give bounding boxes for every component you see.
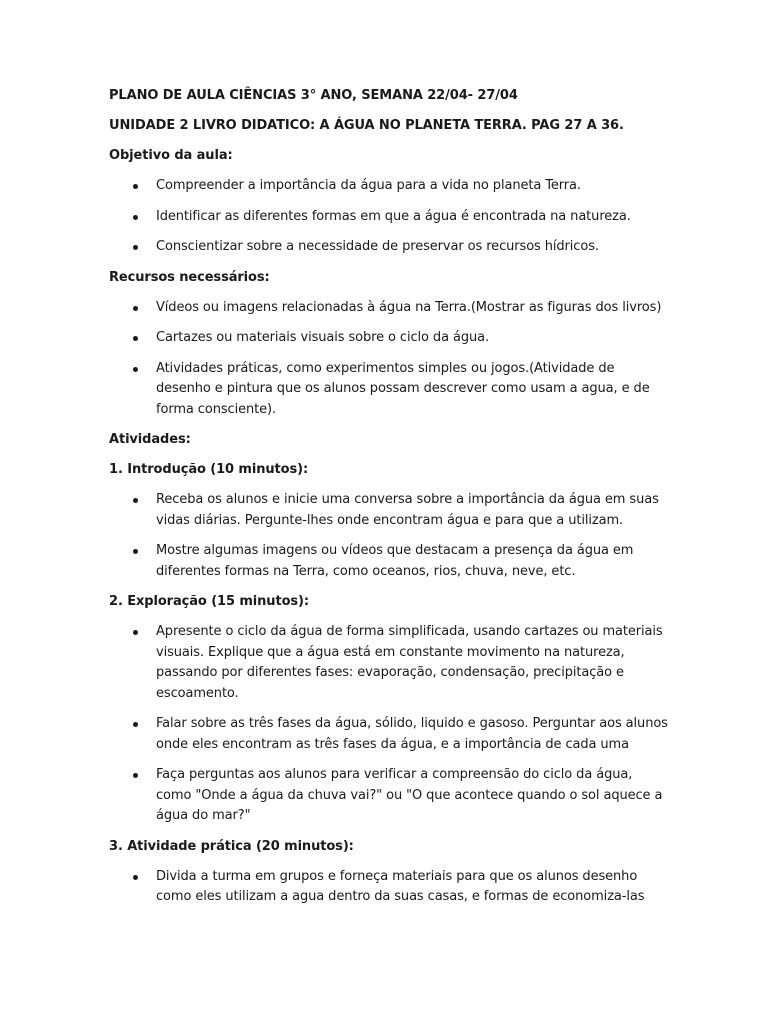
list-item (109, 490, 669, 531)
list-item (109, 359, 669, 421)
bullet-icon (133, 245, 138, 250)
document-page (109, 86, 669, 918)
list-item-text: Apresente o ciclo da água de forma simplificada, usando cartazes ou materiais visuais. Explique que a água está em constante movimento na natureza, passando por diferentes fases: evaporação, condensação, precipitação e escoamento. (156, 624, 663, 701)
list-item-text: Cartazes ou materiais visuais sobre o ciclo da água. (156, 330, 490, 345)
objectives-heading: Objetivo da aula: (109, 148, 233, 163)
bullet-icon (133, 306, 138, 311)
resources-list (109, 298, 669, 421)
list-item (109, 622, 669, 704)
practical-heading: 3. Atividade prática (20 minutos): (109, 838, 354, 854)
bullet-icon (133, 367, 138, 372)
list-item (109, 867, 669, 908)
bullet-icon (133, 184, 138, 189)
list-item (109, 176, 669, 197)
list-item-text: Faça perguntas aos alunos para verificar a compreensão do ciclo da água, como "Onde a água da chuva vai?" ou "O que acontece quando o sol aquece a água do mar?" (156, 767, 663, 823)
list-item (109, 765, 669, 827)
introduction-list (109, 490, 669, 582)
lesson-plan-title: PLANO DE AULA CIÊNCIAS 3° ANO, SEMANA 22/04- 27/04 (109, 88, 518, 103)
list-item (109, 237, 669, 258)
list-item (109, 207, 669, 228)
bullet-icon (133, 498, 138, 503)
bullet-icon (133, 875, 138, 880)
bullet-icon (133, 336, 138, 341)
bullet-icon (133, 722, 138, 727)
bullet-icon (133, 215, 138, 220)
list-item-text: Atividades práticas, como experimentos simples ou jogos.(Atividade de desenho e pintura que os alunos possam descrever como usam a agua, e de forma consciente). (156, 360, 650, 417)
list-item-text: Vídeos ou imagens relacionadas à água na Terra.(Mostrar as figuras dos livros) (156, 299, 662, 315)
exploration-heading: 2. Exploração (15 minutos): (109, 594, 309, 609)
list-item (109, 298, 669, 319)
bullet-icon (133, 773, 138, 778)
list-item-text: Divida a turma em grupos e forneça materiais para que os alunos desenho como eles utilizam a agua dentro da suas casas, e formas de economiza-las (156, 868, 645, 904)
activities-heading: Atividades: (109, 432, 191, 447)
objectives-list (109, 176, 669, 258)
list-item-text: Falar sobre as três fases da água, sólido, liquido e gasoso. Perguntar aos alunos onde eles encontram as três fases da água, e a importância de cada uma (156, 716, 668, 752)
resources-heading: Recursos necessários: (109, 269, 270, 285)
practical-list (109, 867, 669, 908)
introduction-heading: 1. Introdução (10 minutos): (109, 462, 309, 477)
bullet-icon (133, 630, 138, 635)
exploration-list (109, 622, 669, 827)
list-item-text: Compreender a importância da água para a vida no planeta Terra. (156, 178, 581, 193)
list-item (109, 328, 669, 349)
unit-title: UNIDADE 2 LIVRO DIDATICO: A ÁGUA NO PLANETA TERRA. PAG 27 A 36. (109, 118, 624, 133)
list-item-text: Identificar as diferentes formas em que a água é encontrada na natureza. (156, 208, 631, 224)
list-item-text: Receba os alunos e inicie uma conversa sobre a importância da água em suas vidas diárias. Pergunte-lhes onde encontram água e para que a utilizam. (156, 492, 659, 528)
list-item-text: Conscientizar sobre a necessidade de preservar os recursos hídricos. (156, 239, 599, 254)
list-item-text: Mostre algumas imagens ou vídeos que destacam a presença da água em diferentes formas na Terra, como oceanos, rios, chuva, neve, etc. (156, 543, 634, 579)
bullet-icon (133, 549, 138, 554)
list-item (109, 541, 669, 582)
list-item (109, 714, 669, 755)
